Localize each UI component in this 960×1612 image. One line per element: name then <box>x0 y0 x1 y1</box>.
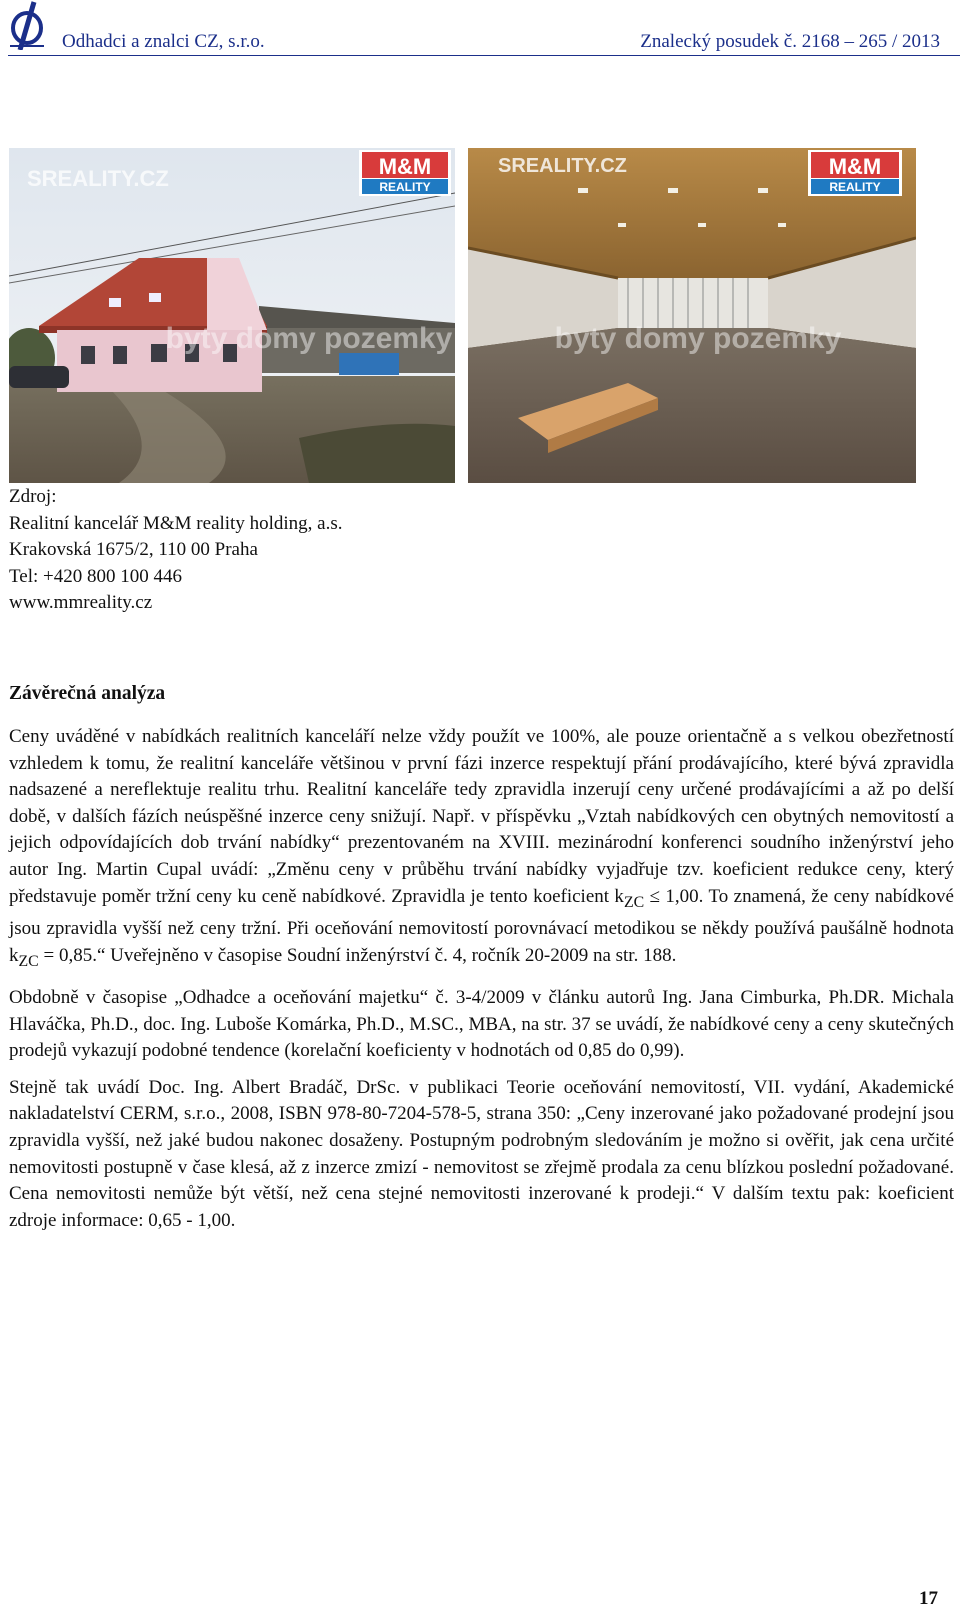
photo-house-exterior <box>9 148 455 483</box>
company-logo-icon <box>8 0 48 50</box>
source-phone: Tel: +420 800 100 446 <box>9 565 182 587</box>
header-rule <box>8 55 960 56</box>
watermark-brand: M&M <box>828 154 882 179</box>
watermark-reality: REALITY <box>379 180 431 194</box>
source-web: www.mmreality.cz <box>9 592 153 613</box>
paragraph-1-part-1: Ceny uváděné v nabídkách realitních kanceláří nelze vždy použít ve 100%, ale pouze orientačně a s velkou obezřetností vzhledem k tomu, že realitní kanceláře většinou v první fázi inzerce respektují přání prodávajícího, které bývá zpravidla nadsazené a nereflektuje realitu trhu. Realitní kanceláře tedy zpravidla inzerují ceny určené prodávajícími a až po delší době, v dalších fázích neúspěšné inzerce ceny snižují. Např. v příspěvku „Vztah nabídkových cen obytných nemovitostí a jejich odpovídajících dob trvání nabídky“ prezentovaném na XVIII. mezinárodní konferenci soudního inženýrství jeho autor Ing. Martin Cupal uvádí: „Změnu ceny v průběhu trvání nabídky vyjadřuje tzv. koeficient redukce ceny, který představuje poměr tržní ceny ku ceně nabídkové. Zpravidla je tento koeficient k <box>9 726 954 907</box>
company-name: Odhadci a znalci CZ, s.r.o. <box>62 31 265 52</box>
watermark-site: SREALITY.CZ <box>498 155 627 177</box>
document-number: Znalecký posudek č. 2168 – 265 / 2013 <box>640 31 940 52</box>
analysis-body <box>9 724 954 1244</box>
paragraph-1-part-3: = 0,85.“ Uveřejněno v časopise Soudní inženýrství č. 4, ročník 20-2009 na str. 188. <box>38 944 677 966</box>
subscript-zc: ZC <box>18 952 39 970</box>
section-title: Závěrečná analýza <box>9 683 166 704</box>
source-address: Krakovská 1675/2, 110 00 Praha <box>9 539 258 560</box>
watermark-brand: M&M <box>378 154 432 179</box>
source-block <box>9 484 342 617</box>
watermark-reality: REALITY <box>829 180 881 194</box>
page-number: 17 <box>919 1588 938 1609</box>
watermark-site: SREALITY.CZ <box>27 166 169 191</box>
photo-hall-interior <box>468 148 916 483</box>
paragraph-2: Obdobně v časopise „Odhadce a oceňování majetku“ č. 3-4/2009 v článku autorů Ing. Jana Cimburka, Ph.DR. Michala Hlaváčka, Ph.D., doc. Ing. Luboše Komárka, Ph.D., M.SC., MBA, na str. 37 se uvádí, že nabídkové ceny a ceny skutečných prodejů vykazují podobné tendence (korelační koeficienty v hodnotách od 0,85 do 0,99). <box>9 986 954 1062</box>
source-label: Zdroj: <box>9 486 57 507</box>
source-agency: Realitní kancelář M&M reality holding, a.s. <box>9 512 343 534</box>
paragraph-1-part-2: ≤ 1,00. To znamená, že ceny nabídkové jsou zpravidla vyšší než ceny tržní. Při oceňování nemovitostí porovnávací metodikou se někdy používá paušálně hodnota k <box>9 885 954 966</box>
watermark-center: byty domy pozemky <box>554 322 842 355</box>
subscript-zc: ZC <box>623 893 645 911</box>
paragraph-1 <box>9 724 954 975</box>
page-header <box>8 0 960 58</box>
watermark-center: byty domy pozemky <box>165 322 453 355</box>
paragraph-3: Stejně tak uvádí Doc. Ing. Albert Bradáč, DrSc. v publikaci Teorie oceňování nemovitostí, VII. vydání, Akademické nakladatelství CERM, s.r.o., 2008, ISBN 978-80-7204-578-5, strana 350: „Ceny inzerované jako požadované prodejní jsou zpravidla vyšší, než jaké budou nakonec dosaženy. Postupným podrobným sledováním je možno si ověřit, jak cena určité nemovitosti postupně v čase klesá, až z inzerce zmizí - nemovitost se zřejmě prodala za cenu blízkou poslední požadované. Cena nemovitosti nemůže být větší, než cena stejné nemovitosti inzerované k prodeji.“ V dalším textu pak: koeficient zdroje informace: 0,65 - 1,00. <box>9 1076 954 1231</box>
